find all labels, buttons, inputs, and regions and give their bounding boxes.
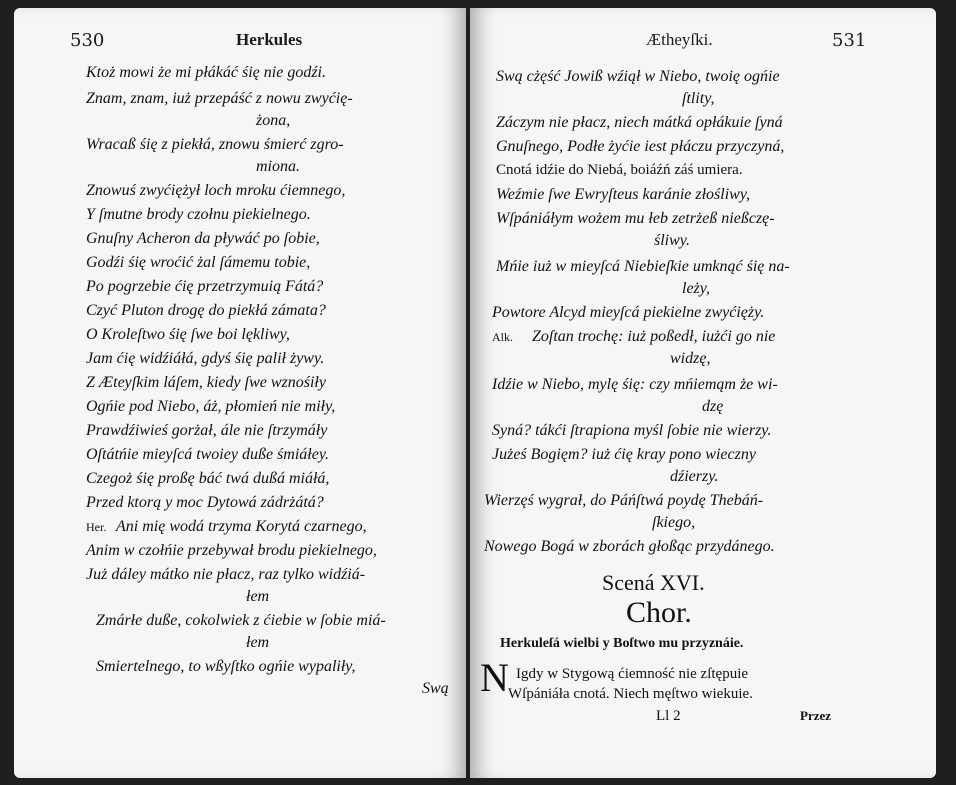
left-line-10: Po pogrzebie ćię przetrzymuią Fátá?: [86, 278, 324, 295]
left-line-7: Y ſmutne brody czołnu piekielnego.: [86, 206, 311, 223]
left-page: [14, 8, 466, 778]
left-line-20: Ani mię wodá trzyma Korytá czarnego,: [116, 518, 367, 535]
chorus-heading: Chor.: [626, 596, 692, 629]
left-line-14: Z Æteyſkim láſem, kiedy ſwe wznośiły: [86, 374, 326, 391]
scene-heading: Scená XVI.: [602, 570, 705, 595]
left-line-18: Czegoż śię proßę báć twá dußá miáłá,: [86, 470, 330, 487]
right-line-11: Powtore Alcyd mieyſcá piekielne zwyćięży.: [492, 304, 765, 321]
speaker-her: Her.: [86, 520, 107, 534]
left-line-21: Anim w czołńie przebywał brodu piekielnego,: [86, 542, 377, 559]
speaker-alk: Alk.: [492, 330, 513, 344]
page-number-left: 530: [70, 30, 105, 51]
left-line-6: Znowuś zwyćiężył loch mroku ćiemnego,: [86, 182, 346, 199]
left-line-24: Zmárłe duße, cokolwiek z ćiebie w ſobie miá-: [96, 612, 386, 629]
right-line-20: ſkiego,: [652, 514, 696, 531]
right-line-18: dźierzy.: [670, 468, 719, 485]
left-line-9: Godźi śię wroćić żal ſámemu tobie,: [86, 254, 311, 271]
left-line-11: Czyć Pluton drogę do piekłá zámata?: [86, 302, 326, 319]
right-page: [470, 8, 936, 778]
right-line-15: dzę: [702, 398, 724, 415]
right-line-9: Mńie iuż w mieyſcá Niebieſkie umknąć śię na-: [496, 258, 790, 275]
right-line-1: Swą cżęść Jowiß wźiął w Niebo, twoię ogńie: [496, 68, 780, 85]
drop-cap: N: [480, 655, 509, 700]
catchword-right: Przez: [800, 708, 832, 723]
catchword-left: Swą: [422, 680, 449, 697]
left-line-17: Oſtátńie mieyſcá twoiey duße śmiáłey.: [86, 446, 330, 463]
left-line-5: miona.: [256, 158, 300, 175]
right-line-17: Jużeś Bogięm? iuż ćię kray pono wieczny: [492, 446, 756, 463]
argument-line: Herkuleſá wielbi y Boſtwo mu przyznáie.: [500, 636, 744, 651]
right-line-8: śliwy.: [654, 232, 691, 249]
right-line-2: ſtlity,: [682, 90, 715, 107]
right-line-21: Nowego Bogá w zborách głoßąc przydánego.: [484, 538, 775, 555]
left-line-13: Jam ćię widźiáłá, gdyś śię palił żywy.: [86, 350, 325, 367]
right-line-5: Cnotá idźie do Niebá, boiáźń záś umiera.: [496, 162, 743, 178]
left-line-25: łem: [246, 634, 270, 651]
left-line-12: O Kroleſtwo śię ſwe boi lękliwy,: [86, 326, 290, 343]
left-line-26: Smiertelnego, to wßyſtko ogńie wypaliły,: [96, 658, 356, 675]
left-line-23: łem: [246, 588, 270, 605]
signature-mark: Ll 2: [656, 708, 681, 724]
right-line-16: Syná? tákći ſtrapiona myśl ſobie nie wierzy.: [492, 422, 772, 439]
page-number-right: 531: [832, 30, 867, 51]
left-line-15: Ogńie pod Niebo, áż, płomień nie miły,: [86, 398, 336, 415]
right-line-3: Záczym nie płacz, niech mátká opłákuie ſyná: [496, 114, 783, 131]
left-line-1: Ktoż mowi że mi płákáć śię nie godźi.: [86, 64, 326, 81]
right-line-19: Wierzęś wygrał, do Páńſtwá poydę Thebáń-: [484, 492, 764, 509]
left-line-2: Znam, znam, iuż przepáść z nowu zwyćię-: [86, 90, 353, 107]
left-line-4: Wracaß śię z piekłá, znowu śmierć zgro-: [86, 136, 344, 153]
running-head-right: Ætheyſki.: [646, 30, 713, 49]
left-line-19: Przed ktorą y moc Dytowá zádrżátá?: [86, 494, 324, 511]
right-line-7: Wſpániáłym wożem mu łeb zetrżeß nießczę-: [496, 210, 775, 227]
right-line-4: Gnuſnego, Podłe żyćie iest płáczu przyczyná,: [496, 138, 785, 155]
left-line-3: żona,: [256, 112, 291, 129]
running-head-left: Herkules: [236, 30, 303, 49]
right-line-14: Idźie w Niebo, mylę śię: czy mńiemąm że wi-: [492, 376, 778, 393]
left-line-16: Prawdźiwieś gorżał, ále nie ſtrzymáły: [86, 422, 328, 439]
right-line-10: leży,: [682, 280, 710, 297]
right-line-13: widzę,: [670, 350, 711, 367]
verse-line-1: Igdy w Stygową ćiemność nie zſtępuie: [516, 666, 749, 682]
right-line-12: Zoſtan trochę: iuż poßedł, iużći go nie: [532, 328, 776, 345]
right-line-6: Weźmie ſwe Ewryſteus karánie złośliwy,: [496, 186, 751, 203]
verse-line-2: Wſpániáła cnotá. Niech męſtwo wiekuie.: [508, 686, 753, 702]
left-line-22: Już dáley mátko nie płacz, raz tylko widźiá-: [86, 566, 366, 583]
left-line-8: Gnuſny Acheron da pływáć po ſobie,: [86, 230, 320, 247]
